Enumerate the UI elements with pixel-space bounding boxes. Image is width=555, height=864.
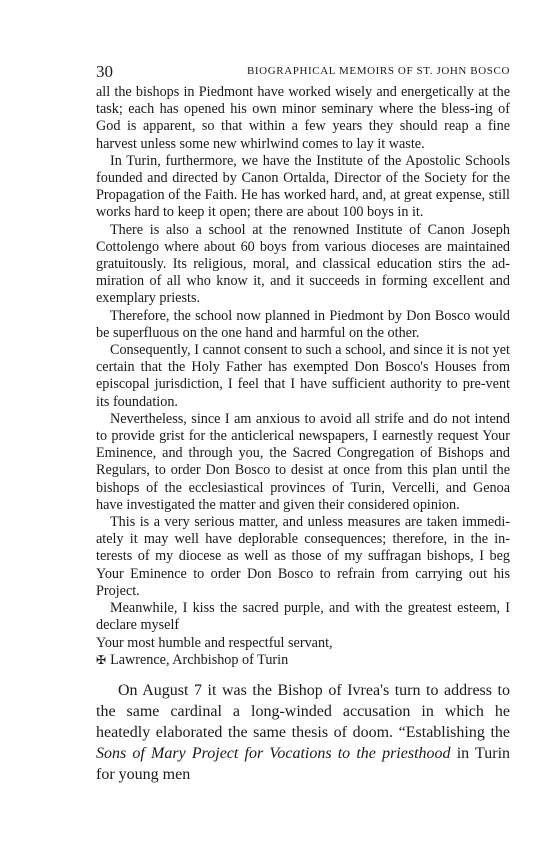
page-header bbox=[96, 62, 510, 82]
narrative-text-segment: On August 7 it was the Bishop of Ivrea's turn to address to the same cardinal a long-winded accusation in which he heatedly elaborated the same thesis of doom. “Establishing the bbox=[96, 682, 510, 741]
narrative-text-segment: in Turin for young men bbox=[96, 745, 511, 783]
letter-paragraph: In Turin, furthermore, we have the Institute of the Apostolic Schools founded and directed by Canon Ortalda, Director of the Society for the Propagation of the Faith. He has worked hard, and, at great expense, still works hard to keep it open; there are about 100 boys in it. bbox=[96, 152, 510, 221]
letter-paragraph: Nevertheless, since I am anxious to avoid all strife and do not intend to provide grist for the anticlerical newspapers, I earnestly request Your Eminence, and through you, the Sacred Congregation of Bishops and Regulars, to order Don Bosco to desist at once from this plan until the bishops of the ecclesiastical provinces of Turin, Vercelli, and Genoa have investigated the matter and given their considered opinion. bbox=[96, 410, 510, 513]
letter-paragraph: This is a very serious matter, and unless measures are taken immedi-ately it may well have deplorable consequences; therefore, in the in-terests of my diocese as well as those of my suffragan bishops, I beg Your Eminence to order Don Bosco to refrain from carrying out his Project. bbox=[96, 514, 510, 599]
letter-paragraph: There is also a school at the renowned Institute of Canon Joseph Cottolengo where about 60 boys from various dioceses are maintained gratuitously. Its religious, moral, and classical education stirs the ad-miration of all who know it, and it succeeds in forming excellent and exemplary priests. bbox=[96, 221, 510, 307]
letter-paragraph: Therefore, the school now planned in Piedmont by Don Bosco would be superfluous on the one hand and harmful on the other. bbox=[96, 307, 510, 341]
page-number: 30 bbox=[96, 62, 113, 81]
narrative-text bbox=[96, 680, 510, 785]
letter-body bbox=[96, 84, 510, 669]
letter-closing: Your most humble and respectful servant, bbox=[96, 634, 333, 651]
letter-signature-line bbox=[96, 652, 510, 669]
running-head: BIOGRAPHICAL MEMOIRS OF ST. JOHN BOSCO bbox=[246, 65, 510, 77]
narrative-italic-title: Sons of Mary Project for Vocations to the priesthood bbox=[96, 745, 451, 762]
letter-signature: Lawrence, Archbishop of Turin bbox=[110, 651, 289, 668]
letter-paragraph: Consequently, I cannot consent to such a school, and since it is not yet certain that the Holy Father has exempted Don Bosco's Houses from episcopal jurisdiction, I feel that I have sufficient authority to pre-vent its foundation. bbox=[96, 342, 510, 410]
narrative-paragraph bbox=[96, 680, 510, 785]
letter-paragraph: Meanwhile, I kiss the sacred purple, and with the greatest esteem, I declare myself bbox=[96, 600, 510, 634]
cross-icon: ✠ bbox=[96, 652, 107, 667]
letter-paragraph: all the bishops in Piedmont have worked wisely and energetically at the task; each has opened his own minor seminary where the bless-ing of God is apparent, so that within a few years they should reap a fine harvest unless some new whirlwind comes to lay it waste. bbox=[96, 84, 510, 152]
